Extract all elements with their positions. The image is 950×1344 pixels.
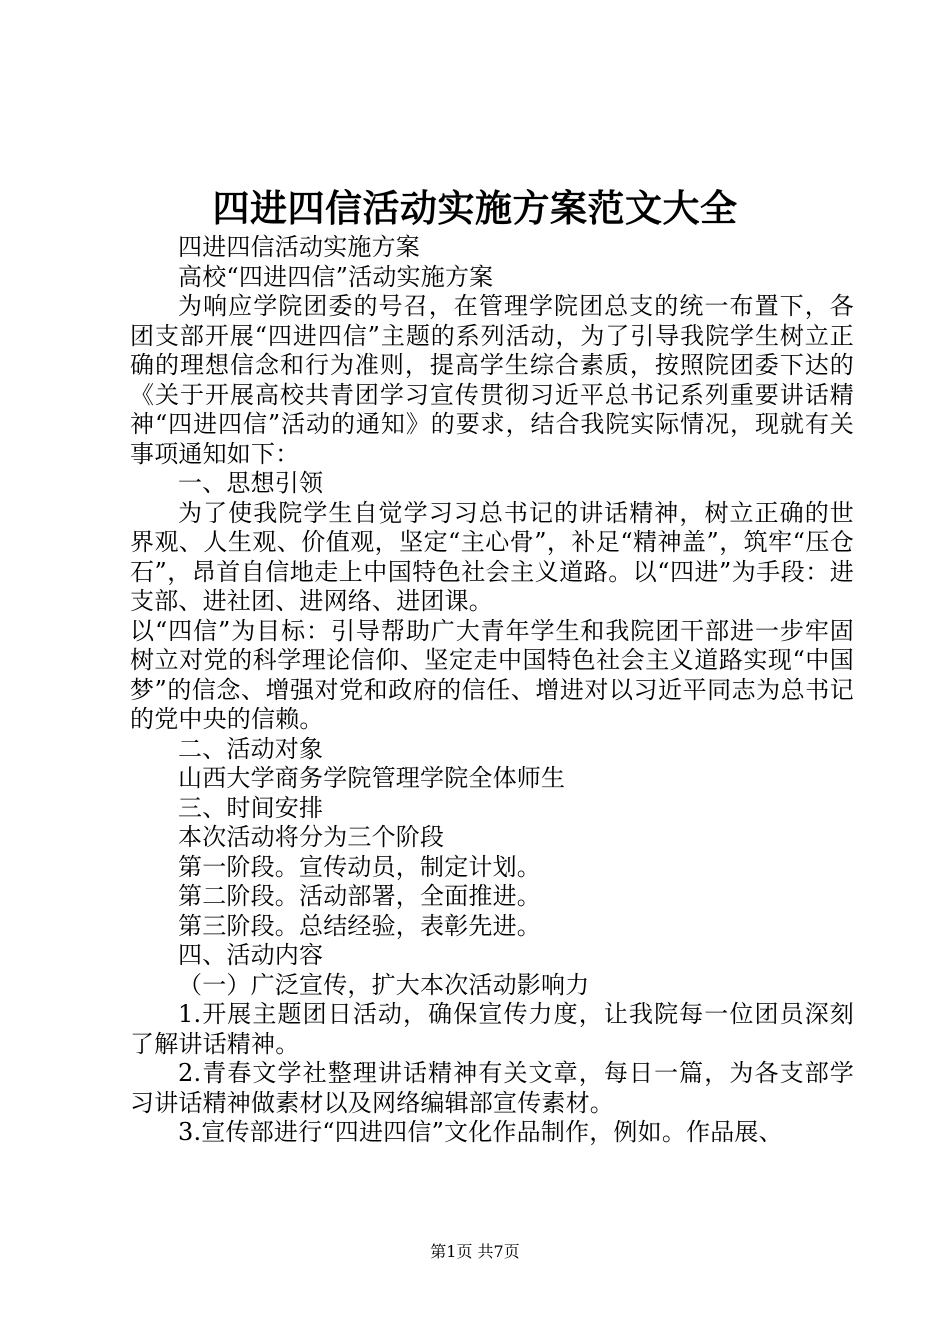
paragraph: 四进四信活动实施方案 bbox=[178, 233, 420, 261]
list-item: 2.青春文学社整理讲话精神有关文章，每日一篇，为各支部学习讲话精神做素材以及网络编辑部宣传素材。 bbox=[130, 1059, 854, 1117]
section-heading: 一、思想引领 bbox=[178, 469, 324, 497]
paragraph: 山西大学商务学院管理学院全体师生 bbox=[178, 764, 566, 792]
paragraph: 为响应学院团委的号召，在管理学院团总支的统一布置下，各团支部开展“四进四信”主题的系列活动，为了引导我院学生树立正确的理想信念和行为准则，提高学生综合素质，按照院团委下达的《关于开展高校共青团学习宣传贯彻习近平总书记系列重要讲话精神“四进四信”活动的通知》的要求，结合我院实际情况，现就有关事项通知如下： bbox=[130, 292, 854, 468]
section-heading: 二、活动对象 bbox=[178, 734, 324, 763]
page-footer: 第1页 共7页 bbox=[430, 1242, 520, 1261]
list-item: 3.宣传部进行“四进四信”文化作品制作，例如。作品展、 bbox=[178, 1118, 783, 1146]
paragraph: 本次活动将分为三个阶段 bbox=[178, 823, 445, 851]
section-heading: 三、时间安排 bbox=[178, 793, 324, 822]
document-title: 四进四信活动实施方案范文大全 bbox=[212, 186, 738, 230]
list-item: 第二阶段。活动部署，全面推进。 bbox=[178, 882, 541, 910]
list-item: 第三阶段。总结经验，表彰先进。 bbox=[178, 911, 541, 940]
paragraph: 为了使我院学生自觉学习习总书记的讲话精神，树立正确的世界观、人生观、价值观，坚定“主心骨”，补足“精神盖”，筑牢“压仓石”，昂首自信地走上中国特色社会主义道路。以“四进”为手段：进支部、进社团、进网络、进团课。 bbox=[130, 498, 854, 615]
section-heading: 四、活动内容 bbox=[178, 941, 324, 969]
list-item: 第一阶段。宣传动员，制定计划。 bbox=[178, 852, 541, 881]
paragraph: 以“四信”为目标：引导帮助广大青年学生和我院团干部进一步牢固树立对党的科学理论信仰、坚定走中国特色社会主义道路实现“中国梦”的信念、增强对党和政府的信任、增进对以习近平同志为总书记的党中央的信赖。 bbox=[130, 616, 854, 733]
paragraph: 高校“四进四信”活动实施方案 bbox=[178, 262, 494, 291]
list-item: 1.开展主题团日活动，确保宣传力度，让我院每一位团员深刻了解讲话精神。 bbox=[130, 1000, 854, 1058]
subsection-heading: （一）广泛宣传，扩大本次活动影响力 bbox=[178, 970, 590, 999]
document-body bbox=[130, 233, 854, 1148]
